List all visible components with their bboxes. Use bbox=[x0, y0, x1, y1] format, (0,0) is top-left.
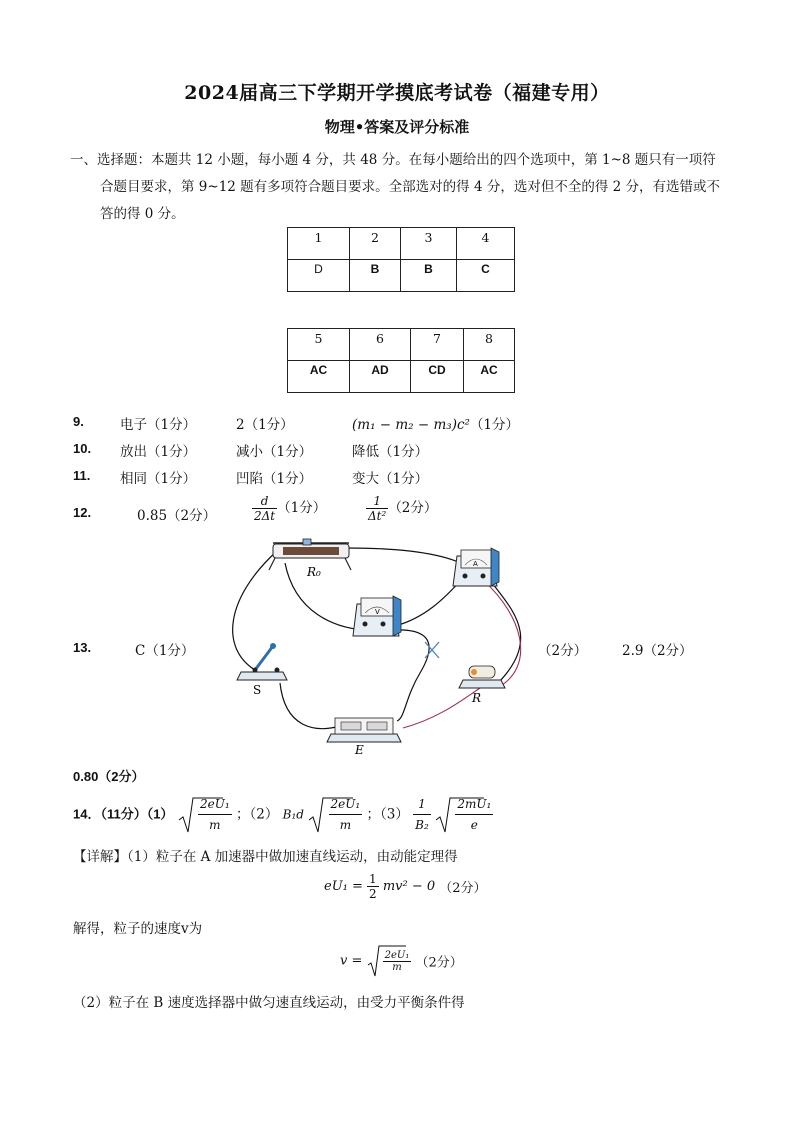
question-number: 13. bbox=[73, 640, 92, 655]
wire bbox=[280, 683, 340, 729]
wire bbox=[233, 550, 278, 670]
formula-expression: (m₁ − m₂ − m₃)c² bbox=[352, 417, 470, 433]
battery-e bbox=[327, 718, 401, 742]
resistor-r bbox=[459, 666, 505, 688]
table-header-cell: 2 bbox=[350, 228, 401, 260]
intro-line-3: 答的得 0 分。 bbox=[100, 206, 185, 222]
answer-text: C（1分） bbox=[135, 643, 195, 659]
label-r: R bbox=[472, 691, 482, 705]
detail-line-3: （2）粒子在 B 速度选择器中做匀速直线运动，由受力平衡条件得 bbox=[73, 995, 465, 1011]
answer-formula bbox=[366, 494, 437, 523]
answer-text: 变大（1分） bbox=[352, 471, 429, 487]
answer-text: 凹陷（1分） bbox=[236, 471, 313, 487]
fraction-denominator: B₂ bbox=[413, 814, 431, 835]
answer-table-1 bbox=[287, 227, 515, 292]
table-answer-cell: AC bbox=[288, 361, 350, 393]
fraction-numerator: 2eU₁ bbox=[200, 797, 230, 811]
formula-prefix: B₁d bbox=[282, 807, 304, 822]
fraction-denominator: 2 bbox=[369, 887, 377, 901]
question-number: 9. bbox=[73, 414, 84, 429]
question-number: 10. bbox=[73, 441, 92, 456]
fraction-numerator: 2eU₁ bbox=[384, 949, 410, 961]
eq-left: eU₁ = bbox=[324, 879, 363, 894]
score-text: （2分） bbox=[439, 881, 487, 896]
voltmeter bbox=[353, 596, 401, 636]
score-text: （1分） bbox=[469, 417, 520, 433]
ammeter bbox=[453, 548, 499, 586]
answer-text: 相同（1分） bbox=[120, 471, 197, 487]
answer-text: ；（2） bbox=[236, 806, 279, 823]
fraction-denominator: m bbox=[198, 814, 232, 835]
answer-text: 减小（1分） bbox=[236, 444, 313, 460]
score-text: （2分） bbox=[388, 500, 438, 516]
fraction-numerator: 1 bbox=[373, 494, 381, 508]
q14-answer-line bbox=[73, 794, 493, 835]
answer-text: 2（1分） bbox=[236, 417, 294, 433]
answer-text: 降低（1分） bbox=[352, 444, 429, 460]
answer-formula bbox=[352, 413, 519, 433]
label-a: A bbox=[473, 560, 478, 568]
score-text: （1分） bbox=[277, 500, 327, 516]
answer-text: ；（3） bbox=[366, 806, 409, 823]
table-header-cell: 7 bbox=[411, 329, 464, 361]
table-header-cell: 8 bbox=[464, 329, 515, 361]
table-header-cell: 6 bbox=[350, 329, 411, 361]
score-text: （2分） bbox=[415, 955, 463, 971]
wire-red bbox=[403, 688, 480, 728]
fraction-denominator: m bbox=[329, 814, 363, 835]
table-answer-cell: D bbox=[288, 260, 350, 292]
answer-text: 0.80（2分） bbox=[73, 769, 145, 784]
label-e: E bbox=[355, 743, 364, 757]
answer-text: （2分） bbox=[538, 643, 588, 659]
eq-right: mv² − 0 bbox=[382, 879, 436, 894]
equation-1 bbox=[324, 872, 487, 901]
table-answer-cell: B bbox=[350, 260, 401, 292]
detail-line-2: 解得，粒子的速度v为 bbox=[73, 921, 203, 937]
table-header-cell: 3 bbox=[401, 228, 457, 260]
table-answer-cell: C bbox=[457, 260, 515, 292]
eq-left: v = bbox=[340, 953, 363, 969]
label-v: V bbox=[375, 608, 380, 616]
equation-2 bbox=[340, 944, 463, 978]
label-s: S bbox=[253, 683, 262, 697]
fraction-numerator: d bbox=[260, 494, 269, 508]
table-header-cell: 1 bbox=[288, 228, 350, 260]
fraction-denominator: 2Δt bbox=[254, 509, 276, 523]
fraction-numerator: 2eU₁ bbox=[330, 797, 361, 811]
answer-formula bbox=[252, 494, 326, 523]
label-r0: R₀ bbox=[307, 565, 321, 579]
fraction-denominator: m bbox=[383, 961, 412, 973]
question-number: 11. bbox=[73, 468, 91, 483]
answer-text: 0.85（2分） bbox=[137, 508, 217, 524]
circuit-diagram bbox=[225, 538, 545, 760]
intro-line-1: 一、选择题：本题共 12 小题，每小题 4 分，共 48 分。在每小题给出的四个选项中，第 1~8 题只有一项符 bbox=[70, 152, 716, 168]
fraction-numerator: 2mU₁ bbox=[457, 797, 492, 811]
wire bbox=[393, 630, 429, 721]
wire bbox=[347, 548, 470, 568]
answer-table-2 bbox=[287, 328, 515, 393]
table-answer-cell: B bbox=[401, 260, 457, 292]
question-number: 14．（11分）（1） bbox=[73, 806, 174, 822]
page-subtitle: 物理•答案及评分标准 bbox=[324, 118, 470, 136]
fraction-numerator: 1 bbox=[418, 797, 426, 811]
table-answer-cell: CD bbox=[411, 361, 464, 393]
fraction-denominator: e bbox=[455, 814, 493, 835]
fraction-numerator: 1 bbox=[369, 872, 377, 886]
page-title: 2024届高三下学期开学摸底考试卷（福建专用） bbox=[184, 82, 610, 104]
table-answer-cell: AD bbox=[350, 361, 411, 393]
answer-text: 放出（1分） bbox=[120, 444, 197, 460]
answer-text: 2.9（2分） bbox=[622, 643, 693, 659]
detail-line-1: 【详解】（1）粒子在 A 加速器中做加速直线运动，由动能定理得 bbox=[73, 849, 458, 865]
intro-line-2: 合题目要求，第 9~12 题有多项符合题目要求。全部选对的得 4 分，选对但不全的得 2 分，有选错或不 bbox=[100, 179, 721, 195]
answer-text: 电子（1分） bbox=[120, 417, 197, 433]
table-header-cell: 5 bbox=[288, 329, 350, 361]
fraction-denominator: Δt² bbox=[368, 509, 387, 523]
wire bbox=[285, 563, 365, 630]
table-header-cell: 4 bbox=[457, 228, 515, 260]
question-number: 12. bbox=[73, 505, 92, 520]
table-answer-cell: AC bbox=[464, 361, 515, 393]
